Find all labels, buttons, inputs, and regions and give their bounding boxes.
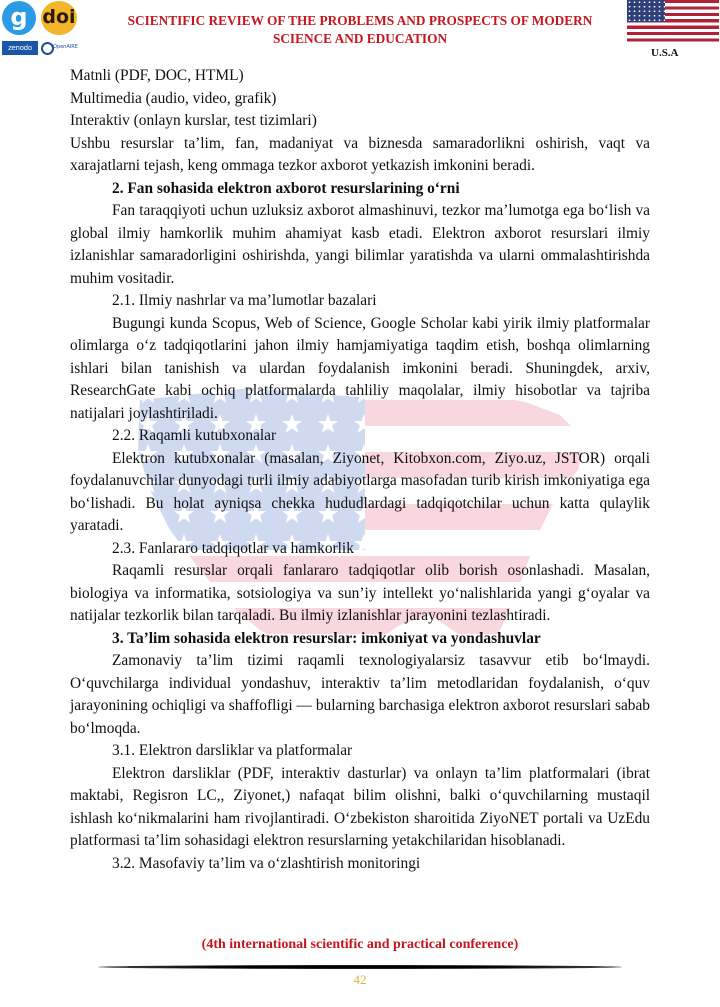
section-3-paragraph: Zamonaviy ta’lim tizimi raqamli texnologiyalarsiz tasavvur etib bo‘lmaydi. O‘quvchilarga individual yondashuv, interaktiv ta’lim metodlaridan foydalanish, o‘quv jarayonining ochiqligi va shaffofligi — bularning barchasiga elektron axborot resurslari sabab bo‘lmoqda. xyxy=(70,652,650,737)
subsection-2-2-text: Elektron kutubxonalar (masalan, Ziyonet, Kitobxon.com, Ziyo.uz, JSTOR) orqali foydalanuvchilar dunyodagi turli ilmiy adabiyotlarga masofadan turib kirish imkoniyatiga ega bo‘lishadi. Bu holat ayniqsa chekka hududlardagi tadqiqotchilar uchun katta qulaylik yaratadi. xyxy=(70,449,650,534)
subsection-3-1-title: 3.1. Elektron darsliklar va platformalar xyxy=(112,742,353,759)
subsection-2-1-text: Bugungi kunda Scopus, Web of Science, Google Scholar kabi yirik ilmiy platformalar olimlarga o‘z tadqiqotlarini jahon ilmiy hamjamiyatiga taqdim etish, boshqa olimlarning ishlari bilan tanishish va ulardan foydalanish imkonini beradi. Shuningdek, arxiv, ResearchGate kabi ochiq platformalarda tahliliy maqolalar, ilmiy hisobotlar va tajriba natijalari joylashtiriladi. xyxy=(70,314,650,422)
flag-canton xyxy=(627,0,665,22)
zenodo-logo-icon: zenodo xyxy=(2,41,38,55)
country-label: U.S.A xyxy=(651,47,679,59)
google-scholar-logo-icon: g xyxy=(2,1,36,35)
section-2-heading: 2. Fan sohasida elektron axborot resurslarining o‘rni xyxy=(112,179,460,197)
us-flag-icon xyxy=(627,0,719,42)
section-2-paragraph: Fan taraqqiyoti uchun uzluksiz axborot almashinuvi, tezkor ma’lumotga ega bo‘lish va global ilmiy hamkorlik muhim ahamiyat kasb etadi. Elektron axborot resurslari ilmiy izlanishlar samaradorligini oshirishda, yangi bilimlar yaratishda va ularni ommalashtirishda muhim vositadir. xyxy=(70,202,650,287)
list-item: Multimedia (audio, video, grafik) xyxy=(70,89,277,107)
list-item: Matnli (PDF, DOC, HTML) xyxy=(70,67,244,84)
conference-label: (4th international scientific and practical conference) xyxy=(201,937,519,952)
journal-title-line-2: SCIENCE AND EDUCATION xyxy=(272,31,448,46)
doi-logo-icon: doi xyxy=(41,1,77,35)
list-item: Interaktiv (onlayn kurslar, test tizimlari) xyxy=(70,112,317,129)
openaire-logo-icon xyxy=(40,39,76,56)
subsection-3-1-text: Elektron darsliklar (PDF, interaktiv dasturlar) va onlayn ta’lim platformalari (ibrat maktabi, Regisron LC,, Ziyonet,) nafaqat bilim olishni, balki o‘quvchilarning mustaqil ishlash ko‘nikmalarini ham rivojlantiradi. O‘zbekiston sharoitida ZiyoNET portali va UzEdu platformasi ta’lim sohasidagi elektron resurslarning yetakchilaridan hisoblanadi. xyxy=(70,764,650,849)
footer-divider xyxy=(98,965,622,969)
section-3-heading: 3. Ta’lim sohasida elektron resurslar: imkoniyat va yondashuvlar xyxy=(112,629,541,647)
subsection-2-1-title: 2.1. Ilmiy nashrlar va ma’lumotlar bazalari xyxy=(112,292,377,309)
page-number: 42 xyxy=(353,972,367,987)
subsection-2-2-title: 2.2. Raqamli kutubxonalar xyxy=(112,427,277,444)
journal-title-line-1: SCIENTIFIC REVIEW OF THE PROBLEMS AND PROSPECTS OF MODERN xyxy=(127,13,593,28)
subsection-2-3-title: 2.3. Fanlararo tadqiqotlar va hamkorlik xyxy=(112,539,354,557)
subsection-3-2-title: 3.2. Masofaviy ta’lim va o‘zlashtirish monitoringi xyxy=(112,854,421,872)
page-header xyxy=(0,0,720,64)
openaire-logo-text: OpenAIRE xyxy=(53,44,78,50)
article-body xyxy=(70,65,650,875)
intro-paragraph: Ushbu resurslar ta’lim, fan, madaniyat va biznesda samaradorlikni oshirish, vaqt va xarajatlarni tejash, keng ommaga tezkor axborot yetkazish imkonini beradi. xyxy=(70,134,650,174)
subsection-2-3-text: Raqamli resurslar orqali fanlararo tadqiqotlar olib borish osonlashadi. Masalan, biologiya va informatika, sotsiologiya va sun’iy intellekt yo‘nalishlarida yangi g‘oyalar va natijalar tezkorlik bilan tarqaladi. Bu ilmiy izlanishlar jarayonini tezlashtiradi. xyxy=(70,562,650,624)
journal-title xyxy=(95,12,625,48)
